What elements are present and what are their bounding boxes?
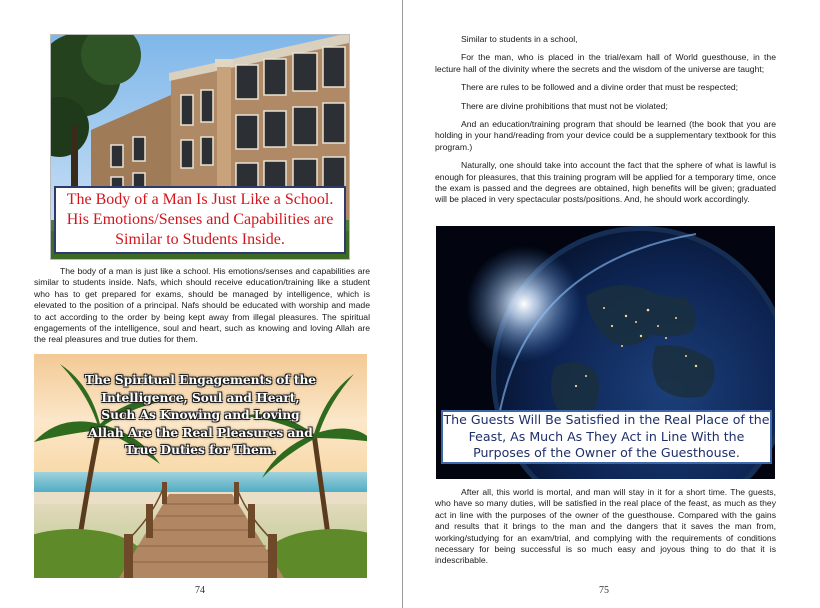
right-paragraph-1: Similar to students in a school,	[461, 34, 578, 44]
school-caption-line-3: Similar to Students Inside.	[115, 231, 285, 248]
globe-image-caption	[441, 410, 772, 464]
right-closing-text	[435, 487, 776, 571]
beach-caption-line-2: Intelligence, Soul and Heart,	[101, 390, 300, 405]
page-number-right: 75	[599, 585, 609, 596]
school-caption-line-2: His Emotions/Senses and Capabilities are	[66, 211, 334, 228]
right-paragraph-3: There are rules to be followed and a divine order that must be respected;	[461, 82, 739, 93]
school-image-caption	[54, 186, 346, 254]
globe-caption-line-3: Purposes of the Owner of the Guesthouse.	[473, 445, 740, 460]
school-building-image	[50, 34, 350, 260]
beach-caption-line-1: The Spiritual Engagements of the	[84, 373, 317, 387]
beach-pier-image	[34, 354, 367, 578]
globe-caption-line-2: Feast, As Much As They Act in Line With the	[468, 428, 745, 444]
earth-globe-image	[436, 226, 775, 479]
right-paragraph-2: For the man, who is placed in the trial/exam hall of World guesthouse, in the lecture hall of the divinity where the secrets and the wisdom of the universe are taught;	[435, 52, 776, 74]
page-number-left: 74	[195, 585, 205, 596]
right-paragraph-4: There are divine prohibitions that must not be violated;	[461, 100, 668, 111]
right-body-text	[435, 34, 776, 210]
right-paragraph-5: And an education/training program that should be learned (the book that you are holding in your hand/reading from your device could be a supplementary textbook for this program.)	[435, 119, 776, 152]
beach-caption-line-3: Such As Knowing and Loving	[101, 408, 300, 422]
right-paragraph-6: Naturally, one should take into account the fact that the sphere of what is lawful is enough for pleasures, that this training program will be applied for a temporary time, once the exam is passed and the degrees are obtained, high benefits will be given; graduated will be placed in very spectacular posts/positions. And, he should work accordingly.	[435, 160, 776, 205]
left-paragraph: The body of a man is just like a school. His emotions/senses and capabilities are similar to students inside. Nafs, which should receive education/training like a student who has to get prepared for exams, should be managed by intelligence, which is elevated to the position of a principal. Nafs should be educated with worship and made to act according to the order by being kept away from illegal pleasures. The spiritual engagements of the intelligence, soul and heart, such as knowing and loving Allah are the real pleasures and true duties for them.	[34, 266, 370, 345]
left-body-text	[34, 266, 370, 350]
school-caption-line-1: The Body of a Man Is Just Like a School.	[66, 191, 334, 208]
right-closing-paragraph: After all, this world is mortal, and man will stay in it for a short time. The guests, who have so many duties, will be satisfied in the real place of the feast, as much as they act in line with the purposes of the owner of the guesthouse. Compared with the gains and results that it brings to the man and the dangers that it saves the man from, working/studying for an exam/trial, and complying with the requirements of conditions necessary for being successful is so much easy and joyous thing to do that it is indescribable.	[435, 487, 776, 566]
beach-caption-line-4: Allah Are the Real Pleasures and	[88, 425, 313, 440]
beach-image-caption	[34, 372, 367, 460]
globe-caption-line-1: The Guests Will Be Satisfied in the Real Place of the	[443, 412, 770, 427]
beach-caption-line-5: True Duties for Them.	[125, 443, 276, 457]
